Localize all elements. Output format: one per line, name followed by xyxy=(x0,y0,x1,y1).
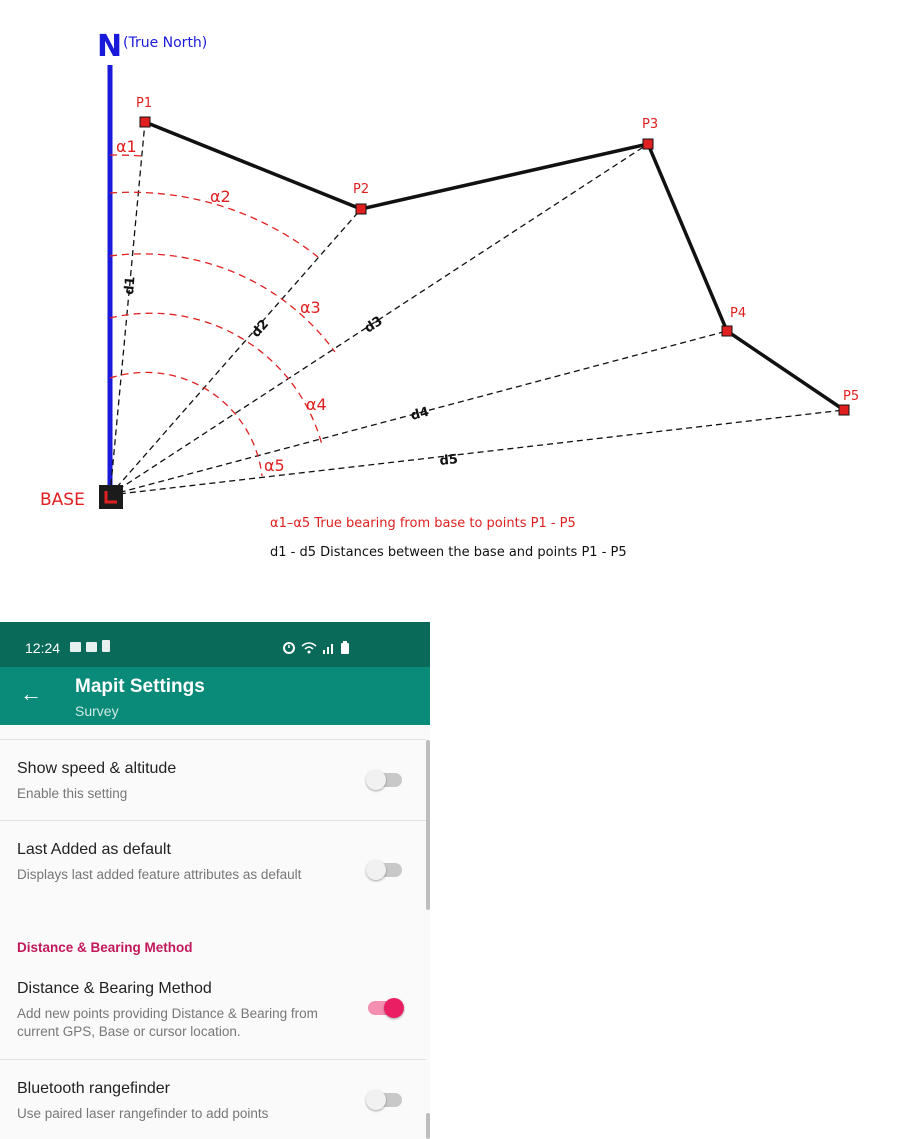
angle-label-a2: α2 xyxy=(210,187,231,206)
app-bar-title: Mapit Settings xyxy=(75,676,205,697)
traverse-line xyxy=(145,122,844,410)
battery-icon xyxy=(341,641,349,654)
setting-summary: Enable this setting xyxy=(17,786,128,801)
distance-line-d2 xyxy=(110,209,361,495)
arrow-left-icon[interactable]: ← xyxy=(20,681,42,706)
setting-summary: Use paired laser rangefinder to add points xyxy=(17,1106,269,1121)
legend-distance: d1 - d5 Distances between the base and points P1 - P5 xyxy=(270,545,627,560)
legend-bearing: α1–α5 True bearing from base to points P1 - P5 xyxy=(270,516,576,531)
angle-label-a4: α4 xyxy=(306,395,327,414)
point-label-p3: P3 xyxy=(642,117,659,132)
point-marker-p4 xyxy=(722,326,732,336)
distance-label-d5: d5 xyxy=(438,452,459,469)
sim-notification-icon xyxy=(102,640,110,652)
distance-label-d2: d2 xyxy=(248,316,273,341)
toggle-knob xyxy=(366,860,386,880)
gallery-notification-icon xyxy=(70,642,81,652)
divider xyxy=(0,820,426,821)
status-time: 12:24 xyxy=(25,640,61,656)
last-added-toggle[interactable] xyxy=(368,863,402,877)
scrollbar-lower xyxy=(426,1113,430,1139)
toggle-knob xyxy=(384,998,404,1018)
settings-list[interactable] xyxy=(0,725,430,1139)
wifi-icon xyxy=(301,641,317,654)
angle-label-a3: α3 xyxy=(300,298,321,317)
app-bar-subtitle: Survey xyxy=(75,703,119,719)
scrollbar[interactable] xyxy=(426,740,430,910)
toggle-knob xyxy=(366,1090,386,1110)
angle-label-a5: α5 xyxy=(264,456,285,475)
point-label-p2: P2 xyxy=(353,182,370,197)
setting-summary: Add new points providing Distance & Bearing from current GPS, Base or cursor location. xyxy=(17,1006,318,1039)
base-label: BASE xyxy=(40,490,85,510)
point-label-p5: P5 xyxy=(843,389,860,404)
setting-title: Show speed & altitude xyxy=(17,760,177,777)
alarm-icon xyxy=(282,641,296,654)
setting-title: Last Added as default xyxy=(17,841,171,858)
bluetooth-rangefinder-toggle[interactable] xyxy=(368,1093,402,1107)
angle-label-a1: α1 xyxy=(116,137,137,156)
base-marker xyxy=(99,485,123,509)
distance-label-d3: d3 xyxy=(362,313,386,337)
toggle-knob xyxy=(366,770,386,790)
point-label-p1: P1 xyxy=(136,96,153,111)
angle-arc-a4 xyxy=(110,313,322,445)
status-bar xyxy=(0,622,430,667)
north-note: (True North) xyxy=(123,35,208,51)
show-speed-toggle[interactable] xyxy=(368,773,402,787)
signal-icon xyxy=(322,641,336,654)
divider xyxy=(0,1059,426,1060)
setting-title: Distance & Bearing Method xyxy=(17,980,212,997)
distance-label-d1: d1 xyxy=(122,275,139,296)
app-notification-icon xyxy=(86,642,97,652)
app-bar xyxy=(0,667,430,725)
point-label-p4: P4 xyxy=(730,306,747,321)
distance-bearing-toggle[interactable] xyxy=(368,1001,402,1015)
setting-title: Bluetooth rangefinder xyxy=(17,1080,170,1097)
phone-screen xyxy=(0,622,430,1139)
point-marker-p3 xyxy=(643,139,653,149)
distance-line-d1 xyxy=(110,122,145,495)
point-marker-p5 xyxy=(839,405,849,415)
distance-label-d4: d4 xyxy=(409,404,431,424)
point-marker-p1 xyxy=(140,117,150,127)
setting-summary: Displays last added feature attributes as default xyxy=(17,867,302,882)
point-marker-p2 xyxy=(356,204,366,214)
section-header: Distance & Bearing Method xyxy=(17,940,193,955)
divider xyxy=(0,739,426,740)
north-letter: N xyxy=(97,29,123,64)
